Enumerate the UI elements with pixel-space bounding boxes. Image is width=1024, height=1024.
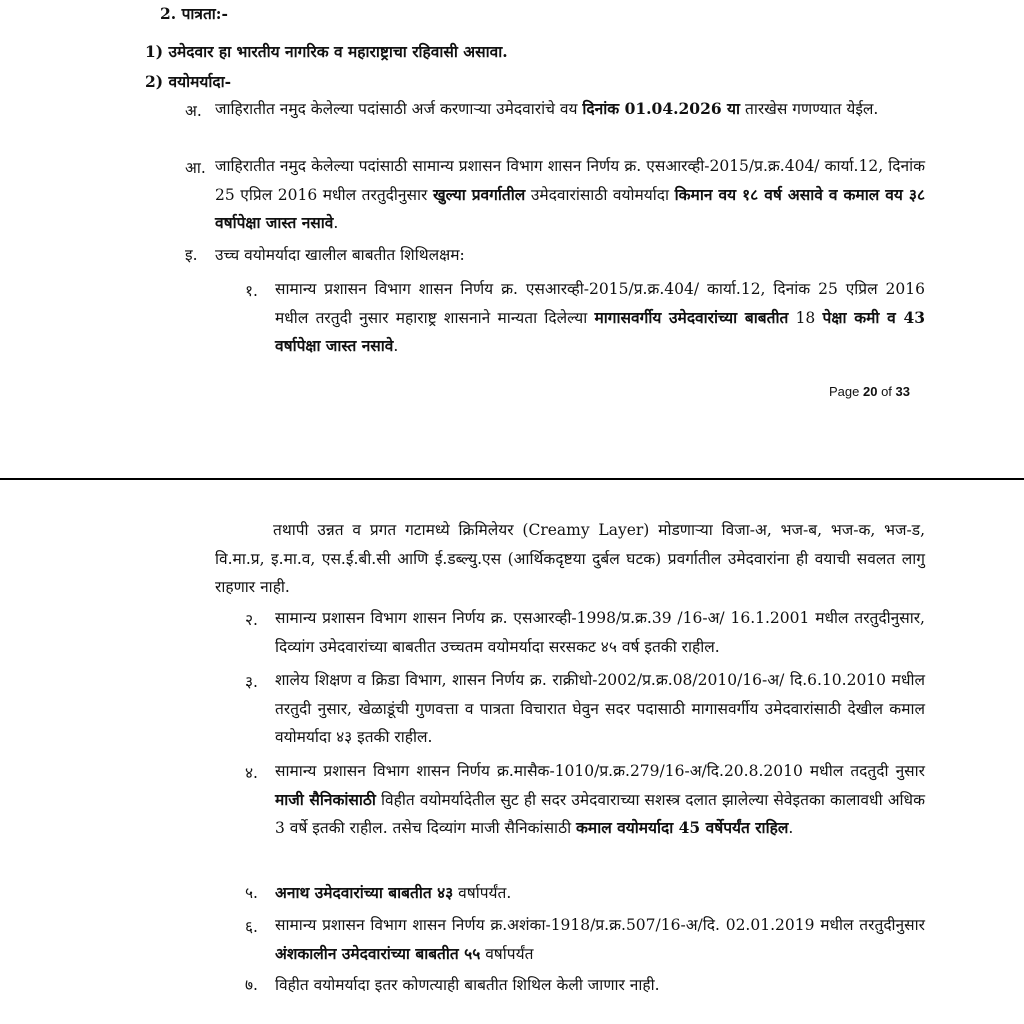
continuation-paragraph: तथापी उन्नत व प्रगत गटामध्ये क्रिमिलेयर (Creamy Layer) मोडणाऱ्या विजा-अ, भज-ब, भज-क, भज-ड, वि.मा.प्र, इ.मा.व, एस.ई.बी.सी आणि ई.डब्ल्यु.एस (आर्थिकदृष्टया दुर्बल घटक) प्रवर्गातील उमेदवारांना ही वयाची सवलत लागु राहणार नाही. [215, 521, 925, 596]
point-3-text: शालेय शिक्षण व क्रिडा विभाग, शासन निर्णय क्र. राक्रीधो-2002/प्र.क्र.08/2010/16-अ/ दि.6.10.2010 मधील तरतुदी नुसार, खेळाडूंची गुणवत्ता व पात्रता विचारात घेवुन सदर पदासाठी मागासवर्गीय उमेदवारांसाठी देखील कमाल वयोमर्यादा ४३ इतकी राहील. [275, 671, 925, 746]
page-number: Page 20 of 33 [829, 384, 910, 399]
section-heading: 2. पात्रता:- [160, 4, 228, 23]
eligibility-item-1: 1) उमेदवार हा भारतीय नागरिक व महाराष्ट्राचा रहिवासी असावा. [145, 42, 508, 61]
point-4-text: सामान्य प्रशासन विभाग शासन निर्णय क्र.मासैक-1010/प्र.क्र.279/16-अ/दि.20.8.2010 मधील तदतुदी नुसार माजी सैनिकांसाठी विहीत वयोमर्यादेतील सुट ही सदर उमेदवाराच्या सशस्त्र दलात झालेल्या सेवेइतका कालावधी अधिक 3 वर्षे इतकी राहील. तसेच दिव्यांग माजी सैनिकांसाठी कमाल वयोमर्यादा 45 वर्षेपर्यंत राहिल. [275, 762, 925, 837]
point-3-number: ३. [245, 673, 258, 691]
sub-a-text: जाहिरातीत नमुद केलेल्या पदांसाठी अर्ज करणाऱ्या उमेदवारांचे वय दिनांक 01.04.2026 या तारखेस गणण्यात येईल. [215, 99, 879, 118]
sub-aa-label: आ. [185, 159, 206, 177]
point-2-text: सामान्य प्रशासन विभाग शासन निर्णय क्र. एसआरव्ही-1998/प्र.क्र.39 /16-अ/ 16.1.2001 मधील तरतुदीनुसार, दिव्यांग उमेदवारांच्या बाबतीत उच्चतम वयोमर्यादा सरसकट ४५ वर्ष इतकी राहील. [275, 609, 925, 656]
sub-aa-text: जाहिरातीत नमुद केलेल्या पदांसाठी सामान्य प्रशासन विभाग शासन निर्णय क्र. एसआरव्ही-2015/प्र.क्र.404/ कार्या.12, दिनांक 25 एप्रिल 2016 मधील तरतुदीनुसार खुल्या प्रवर्गातील उमेदवारांसाठी वयोमर्यादा किमान वय १८ वर्ष असावे व कमाल वय ३८ वर्षापेक्षा जास्त नसावे. [215, 157, 926, 232]
point-7-number: ७. [245, 976, 258, 994]
sub-a-label: अ. [185, 102, 202, 120]
document-page-20 [0, 0, 1024, 478]
point-6-number: ६. [245, 918, 258, 936]
point-7-text: विहीत वयोमर्यादा इतर कोणत्याही बाबतीत शिथिल केली जाणार नाही. [275, 976, 660, 994]
eligibility-item-2: 2) वयोमर्यादा- [145, 72, 232, 91]
point-1-text: सामान्य प्रशासन विभाग शासन निर्णय क्र. एसआरव्ही-2015/प्र.क्र.404/ कार्या.12, दिनांक 25 एप्रिल 2016 मधील तरतुदी नुसार महाराष्ट्र शासनाने मान्यता दिलेल्या मागासवर्गीय उमेदवारांच्या बाबतीत 18 पेक्षा कमी व 43 वर्षापेक्षा जास्त नसावे. [275, 280, 926, 355]
sub-i-text: उच्च वयोमर्यादा खालील बाबतीत शिथिलक्षम: [215, 246, 465, 264]
point-5-number: ५. [245, 884, 258, 902]
point-2-number: २. [245, 611, 258, 629]
sub-i-label: इ. [185, 246, 198, 264]
point-6-text: सामान्य प्रशासन विभाग शासन निर्णय क्र.अशंका-1918/प्र.क्र.507/16-अ/दि. 02.01.2019 मधील तरतुदीनुसार अंशकालीन उमेदवारांच्या बाबतीत ५५ वर्षापर्यंत [275, 916, 925, 963]
point-1-number: १. [245, 282, 258, 300]
point-4-number: ४. [245, 764, 258, 782]
point-5-text: अनाथ उमेदवारांच्या बाबतीत ४३ वर्षापर्यंत. [275, 883, 512, 902]
document-page-21 [0, 480, 1024, 1024]
